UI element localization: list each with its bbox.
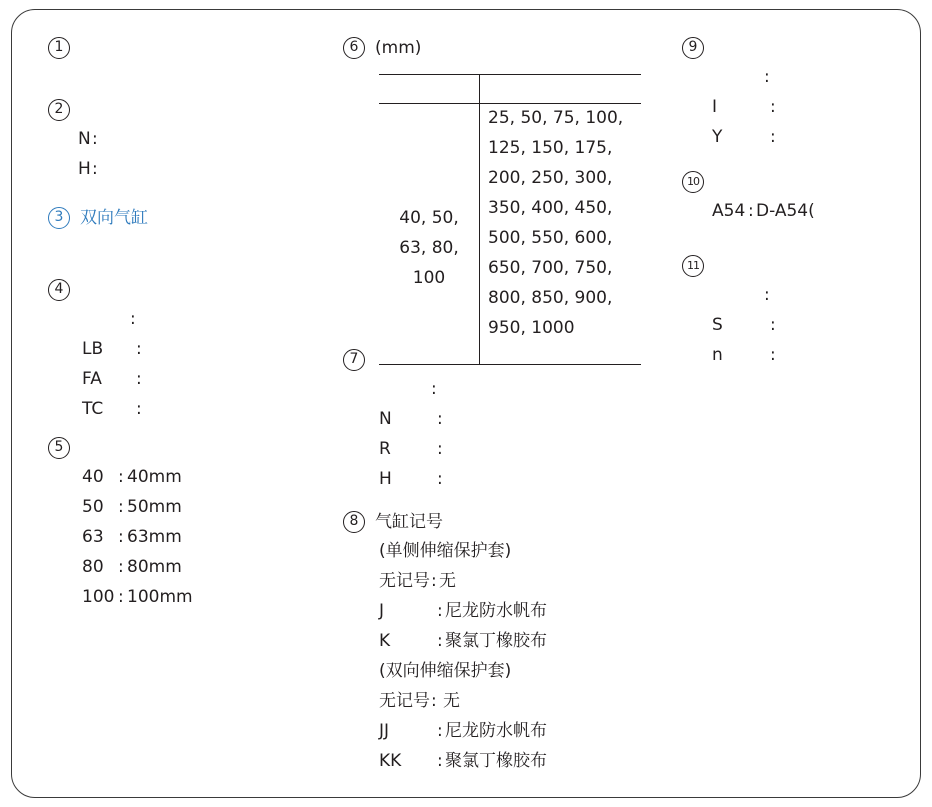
option-desc: 尼龙防水帆布 [445,601,547,621]
section-number: 9 [682,37,704,59]
option-sep: : [770,97,776,117]
option-code: LB [82,339,104,359]
option-code: J [379,601,385,621]
option-sep: : [118,527,124,547]
option-code: Y [712,127,723,147]
section-number: 2 [48,99,70,121]
option-sep: : [118,587,124,607]
section-title: (mm) [375,38,422,58]
option-sep: : [437,631,443,651]
option-code: N [78,129,91,149]
option-desc: 尼龙防水帆布 [445,721,547,741]
option-code: R [379,439,391,459]
option-desc: 50mm [127,497,182,517]
table-cell-stroke: 125, 150, 175, [488,138,613,158]
section-number: 11 [682,255,704,277]
table-cell-stroke: 200, 250, 300, [488,168,613,188]
option-desc: 无 [439,571,456,591]
option-sep: : [431,691,437,711]
option-code: 无记号 [379,571,430,591]
option-sep: : [748,201,754,221]
option-sep: : [92,159,98,179]
table-cell-stroke: 800, 850, 900, [488,288,613,308]
option-sep: : [770,315,776,335]
option-sep: : [770,127,776,147]
option-sep: : [118,557,124,577]
section-number: 4 [48,279,70,301]
option-sep: : [437,469,443,489]
table-cell-bore: 63, 80, [399,238,459,258]
option-desc: D-A54( [756,201,815,221]
option-code: FA [82,369,102,389]
option-code: 100 [82,587,115,607]
option-code: I [712,97,718,117]
option-code: H [78,159,91,179]
option-sep: : [136,369,142,389]
option-code: K [379,631,391,651]
option-sep: : [437,601,443,621]
option-code: 40 [82,467,104,487]
option-desc: 80mm [127,557,182,577]
section-number: 7 [343,349,365,371]
section-title: 双向气缸 [80,208,148,228]
option-sep: : [764,285,770,305]
option-sep: : [118,467,124,487]
option-code: 63 [82,527,104,547]
option-desc: 100mm [127,587,193,607]
section-number: 3 [48,207,70,229]
option-desc: 63mm [127,527,182,547]
option-code: n [712,345,723,365]
option-code: S [712,315,723,335]
option-sep: : [770,345,776,365]
option-code: A54 [712,201,746,221]
option-code: H [379,469,392,489]
option-sep: : [136,399,142,419]
option-code: N [379,409,392,429]
section-number: 5 [48,437,70,459]
option-code: TC [82,399,104,419]
option-sep: : [431,571,437,591]
stroke-table [379,74,641,364]
table-cell-stroke: 650, 700, 750, [488,258,613,278]
option-sep: : [764,67,770,87]
table-cell-stroke: 500, 550, 600, [488,228,613,248]
option-sep: : [431,379,437,399]
option-sep: : [437,721,443,741]
option-desc: 无 [443,691,460,711]
option-sep: : [437,439,443,459]
option-desc: 聚氯丁橡胶布 [445,751,547,771]
option-desc: 40mm [127,467,182,487]
table-cell-bore: 40, 50, [399,208,459,228]
table-cell-stroke: 25, 50, 75, 100, [488,108,624,128]
table-header-stroke [479,74,641,103]
option-sep: : [136,339,142,359]
table-cell-bore: 100 [412,268,446,288]
option-code: KK [379,751,402,771]
table-header-bore [379,74,479,103]
table-cell-stroke: 950, 1000 [488,318,575,338]
option-code: 无记号 [379,691,430,711]
section-number: 8 [343,511,365,533]
spec-frame: 1 2 N : H : 3 双向气缸 4 : LB : FA : TC : 5 40 : 40mm 50 : 50mm 63 : 63mm 80 : 80mm 100 : 100mm 6 (mm) 40, 50, 63, 80, 100 25, 50, 75, 100, 125, 150, 175, 200, 250, 300, 350, 400, 450, 500, 550, 600, 650, 700, 750, 800, 850, 900, 950, 1000 7 : N : R : H : 8 气缸记号 (单侧伸缩保护套) 无记号 : 无 J : 尼龙防水帆布 K : 聚氯丁橡胶布 (双向伸缩保护套) 无记号 : 无 JJ : 尼龙防水帆布 KK : 聚氯丁橡胶布 9 : I : Y : 10 A54 : D-A54( 11 : S : n : [11,9,921,798]
option-code: 50 [82,497,104,517]
option-desc: 聚氯丁橡胶布 [445,631,547,651]
option-code: JJ [379,721,390,741]
option-sep: : [118,497,124,517]
option-sep: : [92,129,98,149]
option-sep: : [437,751,443,771]
section-number: 10 [682,171,704,193]
section-title: 气缸记号 [375,512,443,532]
table-rule-bottom [379,364,641,365]
section-number: 6 [343,37,365,59]
section-number: 1 [48,37,70,59]
option-sep: : [130,309,136,329]
table-cell-stroke: 350, 400, 450, [488,198,613,218]
option-sep: : [437,409,443,429]
table-divider [479,74,480,364]
option-code: 80 [82,557,104,577]
